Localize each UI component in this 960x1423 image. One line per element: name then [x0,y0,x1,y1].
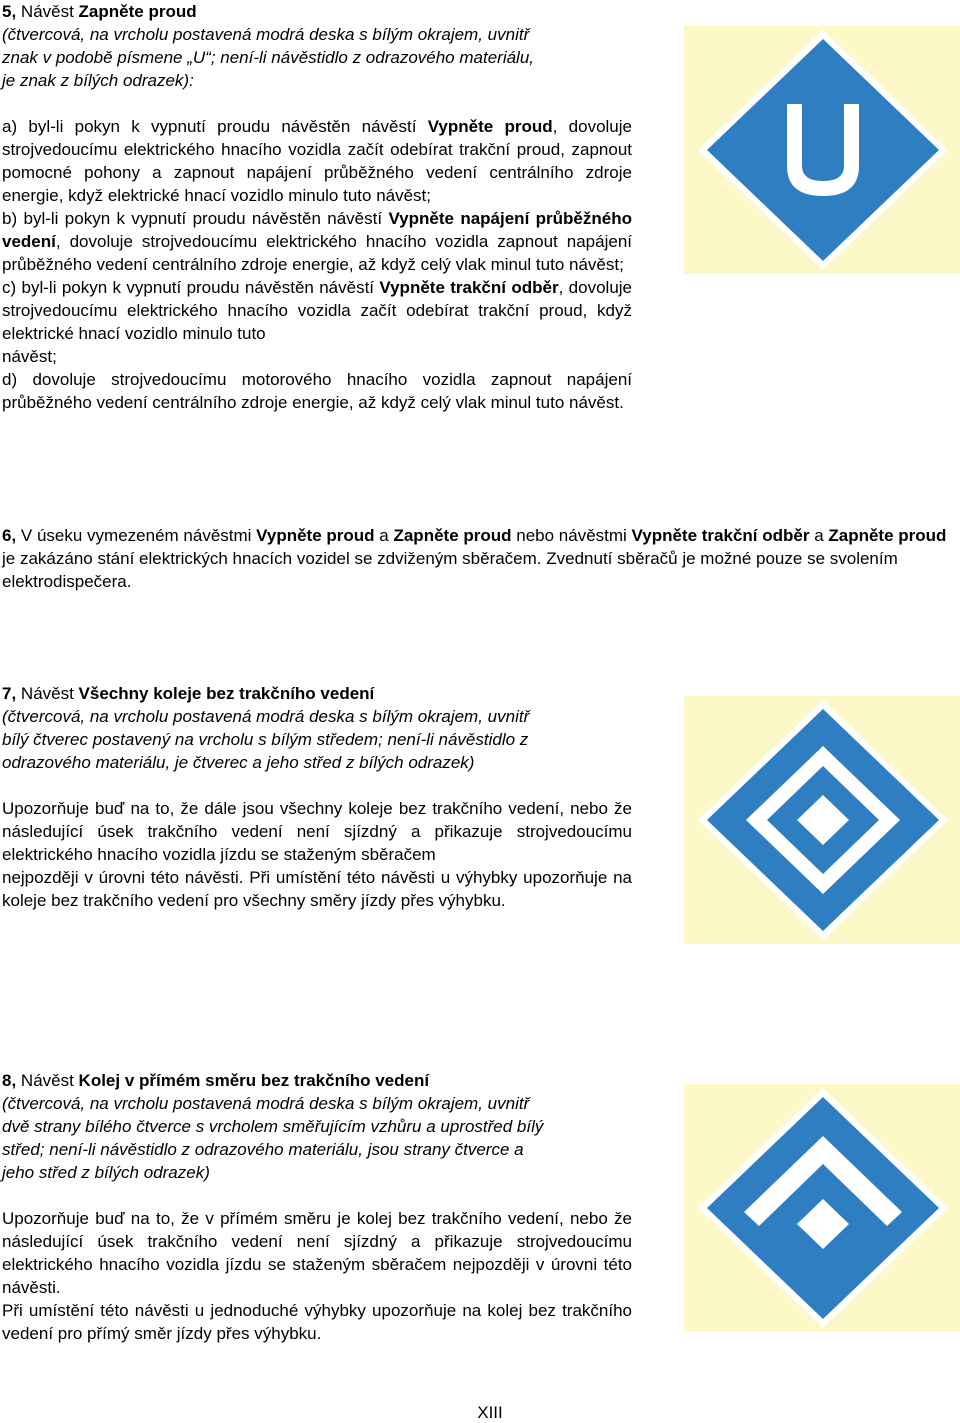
signal-name: Všechny koleje bez trakčního vedení [78,684,375,703]
sign-chevron-icon [684,1084,960,1332]
section-5-item-a: a) byl-li pokyn k vypnutí proudu návěstěn návěstí Vypněte proud, dovoluje strojvedoucímu elektrického hnacího vozidla začít odebírat trakční proud, zapnout pomocné pohony a zapnout napájení průběžného vedení centrálního zdroje energie, když elektrické hnací vozidlo minulo tuto návěst; [2,117,632,205]
section-7-description: (čtvercová, na vrcholu postavená modrá deska s bílým okrajem, uvnitř bílý čtverec postavený na vrcholu s bílým středem; není-li návěstidlo z odrazového materiálu, je čtverec a jeho střed z bílých odrazek) [2,707,530,772]
sign-kolej-primy-smer-image [684,1084,960,1332]
section-5 [2,0,632,414]
section-8-heading: 8, Návěst Kolej v přímém směru bez trakčního vedení [2,1071,430,1090]
section-8-description: (čtvercová, na vrcholu postavená modrá deska s bílým okrajem, uvnitř dvě strany bílého čtverce s vrcholem směřujícím vzhůru a uprostřed bílý střed; není-li návěstidlo z odrazového materiálu, jsou strany čtverce a jeho střed z bílých odrazek) [2,1094,544,1182]
sign-diamond-icon [684,696,960,944]
section-8 [2,1069,632,1345]
page-number: XIII [477,1403,503,1422]
section-7-heading: 7, Návěst Všechny koleje bez trakčního vedení [2,684,375,703]
section-6-text: 6, V úseku vymezeném návěstmi Vypněte proud a Zapněte proud nebo návěstmi Vypněte trakční odběr a Zapněte proud je zakázáno stání elektrických hnacích vozidel se zdviženým sběračem. Zvednutí sběračů je možné pouze se svolením elektrodispečera. [2,526,947,591]
section-7-paragraph-1: Upozorňuje buď na to, že dále jsou všechny koleje bez trakčního vedení, nebo že následující úsek trakčního vedení není sjízdný a přikazuje strojvedoucímu elektrického hnacího vozidla jízdu se staženým sběračem [2,799,632,864]
section-5-item-d: d) dovoluje strojvedoucímu motorového hnacího vozidla zapnout napájení průběžného vedení centrálního zdroje energie, až když celý vlak minul tuto návěst. [2,370,632,412]
section-8-paragraph-2: Při umístění této návěsti u jednoduché výhybky upozorňuje na kolej bez trakčního vedení pro přímý směr jízdy přes výhybku. [2,1301,632,1343]
section-5-item-c: c) byl-li pokyn k vypnutí proudu návěstěn návěstí Vypněte trakční odběr, dovoluje strojvedoucímu elektrického hnacího vozidla začít odebírat trakční proud, když elektrické hnací vozidlo minulo tuto návěst; [2,278,633,366]
signal-name: Kolej v přímém směru bez trakčního vedení [78,1071,430,1090]
section-8-paragraph-1: Upozorňuje buď na to, že v přímém směru je kolej bez trakčního vedení, nebo že následující úsek trakčního vedení není sjízdný a přikazuje strojvedoucímu elektrického hnacího vozidla jízdu se staženým sběračem nejpozději v úrovni této návěsti. [2,1209,632,1297]
signal-name: Zapněte proud [78,2,197,21]
section-5-description: (čtvercová, na vrcholu postavená modrá deska s bílým okrajem, uvnitř znak v podobě písmene „U“; není-li návěstidlo z odrazového materiálu, je znak z bílých odrazek): [2,25,535,90]
section-6 [2,524,960,593]
sign-zapnete-proud-image [684,26,960,274]
section-7-paragraph-2: nejpozději v úrovni této návěsti. Při umístění této návěsti u výhybky upozorňuje na koleje bez trakčního vedení pro všechny směry jízdy přes výhybku. [2,868,632,910]
sign-vsechny-koleje-image [684,696,960,944]
sign-u-icon [684,26,960,274]
section-5-item-b: b) byl-li pokyn k vypnutí proudu návěstěn návěstí Vypněte napájení průběžného vedení, dovoluje strojvedoucímu elektrického hnacího vozidla zapnout napájení průběžného vedení centrálního zdroje energie, až když celý vlak minul tuto návěst; [2,209,632,274]
section-7 [2,682,632,912]
section-5-heading: 5, Návěst Zapněte proud [2,2,197,21]
